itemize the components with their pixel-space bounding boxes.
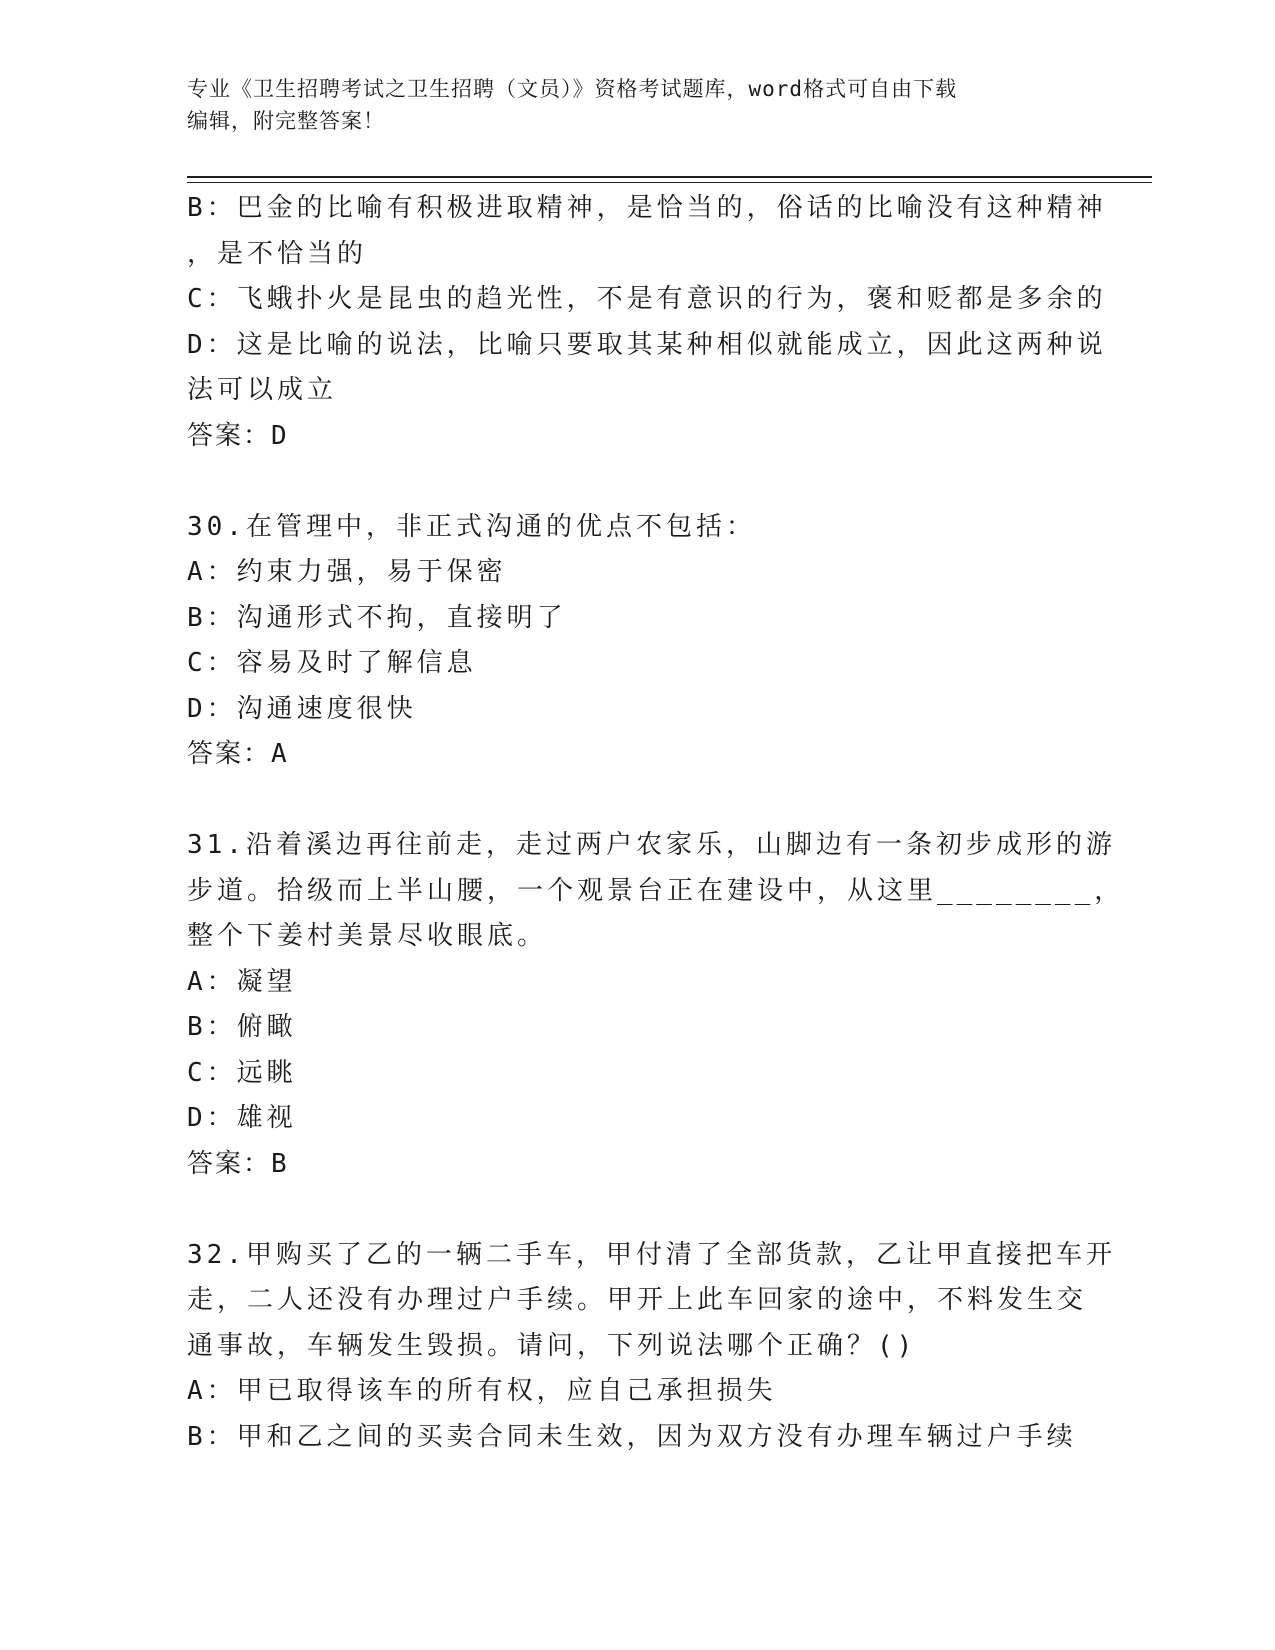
header-divider-thick — [187, 176, 1152, 178]
header-divider-thin — [187, 182, 1152, 183]
question-stem-line2: 走，二人还没有办理过户手续。甲开上此车回家的途中，不料发生交 — [187, 1285, 1088, 1315]
answer-value: B — [271, 1148, 289, 1179]
option-d-line1: D：这是比喻的说法，比喻只要取其某种相似就能成立，因此这两种说 — [187, 329, 1107, 360]
answer-line — [187, 1142, 1087, 1188]
option-b-line1: B：巴金的比喻有积极进取精神，是恰当的，俗话的比喻没有这种精神 — [187, 193, 1107, 223]
question-29 — [187, 186, 1107, 459]
document-header — [187, 73, 1067, 137]
question-stem-line2: 步道。拾级而上半山腰，一个观景台正在建设中，从这里________， — [187, 875, 1125, 906]
answer-value: A — [271, 739, 289, 769]
option-b: B：俯瞰 — [187, 1012, 297, 1042]
question-31 — [187, 823, 1125, 1187]
option-a: A：凝望 — [187, 966, 297, 997]
option-d-line2: 法可以成立 — [187, 375, 338, 405]
option-c: C：远眺 — [187, 1057, 297, 1088]
header-title-line2: 编辑，附完整答案！ — [187, 109, 385, 133]
option-b: B：沟通形式不拘，直接明了 — [187, 602, 567, 633]
option-d: D：雄视 — [187, 1103, 297, 1133]
question-stem: 30.在管理中，非正式沟通的优点不包括： — [187, 511, 756, 542]
spacer — [187, 778, 1087, 824]
answer-value: D — [271, 420, 289, 451]
answer-line — [187, 414, 1087, 460]
answer-label: 答案： — [187, 1148, 272, 1179]
spacer — [187, 459, 1087, 505]
question-30 — [187, 505, 1087, 778]
question-32 — [187, 1233, 1116, 1461]
option-a: A：约束力强，易于保密 — [187, 557, 507, 587]
question-list — [187, 186, 1125, 1460]
option-b: B：甲和乙之间的买卖合同未生效，因为双方没有办理车辆过户手续 — [187, 1421, 1077, 1452]
spacer — [187, 1187, 1087, 1233]
option-d: D：沟通速度很快 — [187, 693, 417, 724]
question-stem-line1: 32.甲购买了乙的一辆二手车，甲付清了全部货款，乙让甲直接把车开 — [187, 1239, 1116, 1270]
header-title-line1: 专业《卫生招聘考试之卫生招聘（文员）》资格考试题库，word格式可自由下载 — [187, 77, 958, 101]
question-stem-line3: 通事故，车辆发生毁损。请问，下列说法哪个正确？() — [187, 1330, 917, 1361]
option-c: C：容易及时了解信息 — [187, 648, 477, 678]
answer-label: 答案： — [187, 420, 272, 451]
option-b-line2: ，是不恰当的 — [187, 238, 368, 269]
option-a: A：甲已取得该车的所有权，应自己承担损失 — [187, 1376, 777, 1406]
answer-line — [187, 732, 1087, 778]
answer-label: 答案： — [187, 739, 272, 769]
question-stem-line1: 31.沿着溪边再往前走，走过两户农家乐，山脚边有一条初步成形的游 — [187, 830, 1116, 860]
question-stem-line3: 整个下姜村美景尽收眼底。 — [187, 921, 548, 951]
option-c: C：飞蛾扑火是昆虫的趋光性，不是有意识的行为，褒和贬都是多余的 — [187, 284, 1107, 314]
